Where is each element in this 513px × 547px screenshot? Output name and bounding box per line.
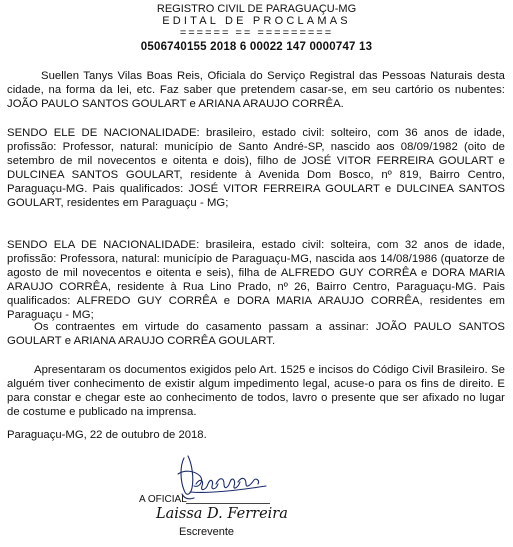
groom-paragraph: SENDO ELE DE NACIONALIDADE: brasileiro, estado civil: solteiro, com 36 anos de idade, profissão: Professor, natural: município de Santo André-SP, nascido aos 08/09/1982 (oito de setembro de mil novecentos e oitenta e dois), filho de JOSÉ VITOR FERREIRA GOULART e DULCINEA SANTOS GOULART, residente à Avenida Dom Bosco, nº 819, Bairro Centro, Paraguaçu-MG. Pais qualificados: JOSÉ VITOR FERREIRA GOULART e DULCINEA SANTOS GOULART, residentes em Paraguaçu - MG; <box>7 127 505 209</box>
title-underline: ====== == ========= <box>179 27 334 39</box>
document-number: 0506740155 2018 6 00022 147 0000747 13 <box>140 41 373 53</box>
bride-paragraph: SENDO ELA DE NACIONALIDADE: brasileira, estado civil: solteira, com 32 anos de idade, profissão: Professora, natural: município de Paraguaçu-MG, nascida aos 14/08/1986 (quatorze de agosto de mil novecentos e oitenta e seis), filha de ALFREDO GUY CORRÊA e DORA MARIA ARAUJO CORRÊA, residente à Rua Lino Prado, nº 26, Bairro Centro, Paraguaçu-MG. Pais qualificados: ALFREDO GUY CORRÊA e DORA MARIA ARAUJO CORRÊA, residentes em Paraguaçu - MG; <box>7 239 505 321</box>
intro-paragraph: Suellen Tanys Vilas Boas Reis, Oficiala do Serviço Registral das Pessoas Naturais desta cidade, na forma da lei, etc. Faz saber que pretendem casar-se, em seu cartório os nubentes: JOÃO PAULO SANTOS GOULART e ARIANA ARAUJO CORRÊA. <box>7 70 505 110</box>
place-date: Paraguaçu-MG, 22 de outubro de 2018. <box>7 429 207 441</box>
signer-title: A OFICIAL <box>139 494 187 505</box>
signature-line <box>186 503 270 504</box>
document-title: EDITAL DE PROCLAMAS <box>162 15 351 27</box>
registry-title: REGISTRO CIVIL DE PARAGUAÇU-MG <box>156 3 357 15</box>
signer-role: Escrevente <box>179 526 235 538</box>
closing-paragraph: Apresentaram os documentos exigidos pelo Art. 1525 e incisos do Código Civil Brasileiro. Se alguém tiver conhecimento de existir algum impedimento legal, acuse-o para os fins de direito. E para constar e chegar este ao conhecimento de todos, lavro o presente que ser afixado no lugar de costume e publicado na imprensa. <box>7 364 505 418</box>
signer-name: Laissa D. Ferreira <box>156 506 288 522</box>
names-after-marriage-paragraph: Os contraentes em virtude do casamento passam a assinar: JOÃO PAULO SANTOS GOULART e ARIANA ARAUJO CORRÊA GOULART. <box>7 321 505 347</box>
